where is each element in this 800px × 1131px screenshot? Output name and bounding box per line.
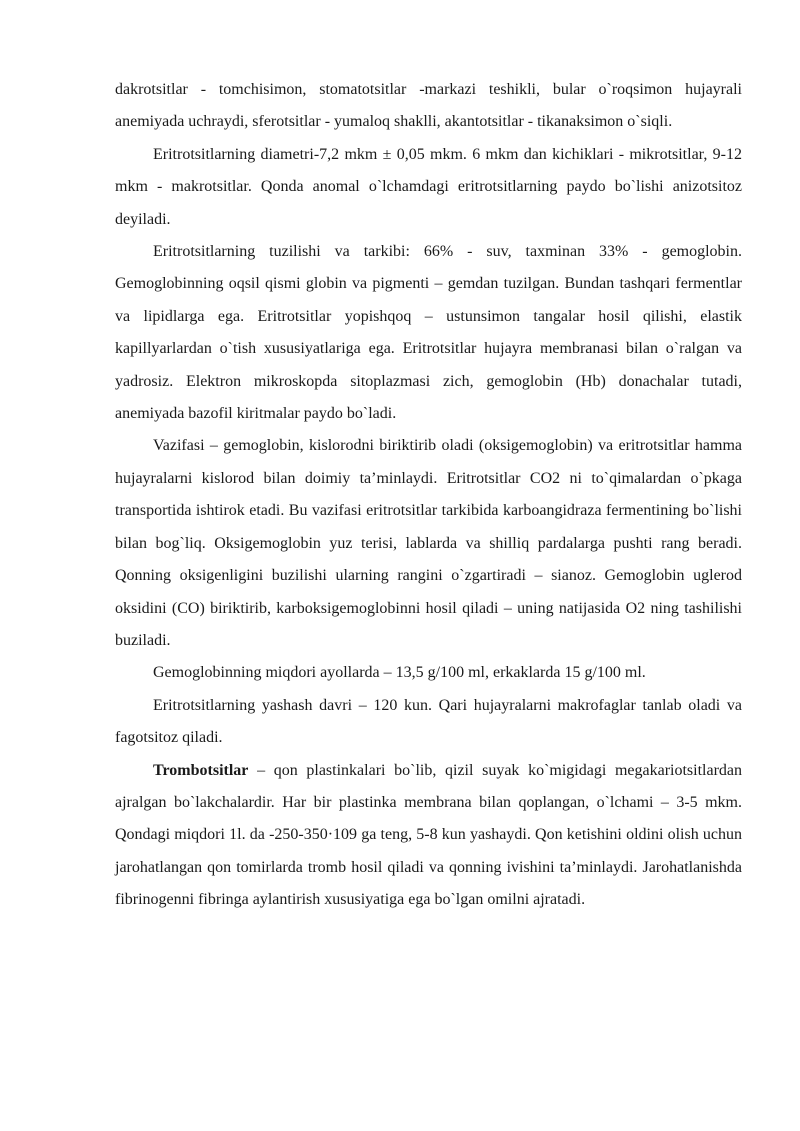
paragraph-text: Vazifasi – gemoglobin, kislorodni biriktirib oladi (oksigemoglobin) va eritrotsitlar hamma hujayralarni kislorod bilan doimiy ta’minlaydi. Eritrotsitlar CO2 ni to`qimalardan o`pkaga transportida ishtirok etadi. Bu vazifasi eritrotsitlar tarkibida karboangidraza fermentining bo`lishi bilan bog`liq. Oksigemoglobin yuz terisi, lablarda va shilliq pardalarga pushti rang beradi. Qonning oksigenligini buzilishi ularning rangini o`zgartiradi – sianoz. Gemoglobin uglerod oksidini (CO) biriktirib, karboksigemoglobinni hosil qiladi – uning natijasida O2 ning tashilishi buziladi. [115, 437, 742, 649]
paragraph-text: – qon plastinkalari bo`lib, qizil suyak ko`migidagi megakariotsitlardan ajralgan bo`lakchalardir. Har bir plastinka membrana bilan qoplangan, o`lchami – 3-5 mkm. Qondagi miqdori 1l. da -250-350·109 ga teng, 5-8 kun yashaydi. Qon ketishini oldini olish uchun jarohatlangan qon tomirlarda tromb hosil qiladi va qonning ivishini ta’minlaydi. Jarohatlanishda fibrinogenni fibringa aylantirish xususiyatiga ega bo`lgan omilni ajratadi. [115, 761, 742, 909]
document-page [115, 74, 742, 917]
paragraph-erythrocyte-function [115, 430, 742, 657]
paragraph-erythrocyte-structure [115, 236, 742, 430]
paragraph-text: Eritrotsitlarning diametri-7,2 mkm ± 0,05 mkm. 6 mkm dan kichiklari - mikrotsitlar, 9-12 mkm - makrotsitlar. Qonda anomal o`lchamdagi eritrotsitlarning paydo bo`lishi anizotsitoz deyiladi. [115, 145, 742, 228]
term-thrombocytes: Trombotsitlar [153, 761, 249, 779]
paragraph-thrombocytes [115, 755, 742, 917]
paragraph-text: Eritrotsitlarning yashash davri – 120 kun. Qari hujayralarni makrofaglar tanlab oladi va fagotsitoz qiladi. [115, 696, 742, 747]
paragraph-erythrocyte-diameter [115, 139, 742, 236]
paragraph-erythrocyte-shapes [115, 74, 742, 139]
paragraph-text: Gemoglobinning miqdori ayollarda – 13,5 g/100 ml, erkaklarda 15 g/100 ml. [153, 664, 646, 682]
paragraph-text: dakrotsitlar - tomchisimon, stomatotsitlar -markazi teshikli, bular o`roqsimon hujayrali anemiyada uchraydi, sferotsitlar - yumaloq shaklli, akantotsitlar - tikanaksimon o`siqli. [115, 81, 742, 131]
paragraph-hemoglobin-amount [115, 657, 742, 689]
paragraph-text: Eritrotsitlarning tuzilishi va tarkibi: 66% - suv, taxminan 33% - gemoglobin. Gemoglobinning oqsil qismi globin va pigmenti – gemdan tuzilgan. Bundan tashqari fermentlar va lipidlarga ega. Eritrotsitlar yopishqoq – ustunsimon tangalar hosil qilishi, elastik kapillyarlardan o`tish xususiyatlariga ega. Eritrotsitlar hujayra membranasi bilan o`ralgan va yadrosiz. Elektron mikroskopda sitoplazmasi zich, gemoglobin (Hb) donachalar tutadi, anemiyada bazofil kiritmalar paydo bo`ladi. [115, 243, 742, 423]
paragraph-erythrocyte-lifespan [115, 690, 742, 755]
